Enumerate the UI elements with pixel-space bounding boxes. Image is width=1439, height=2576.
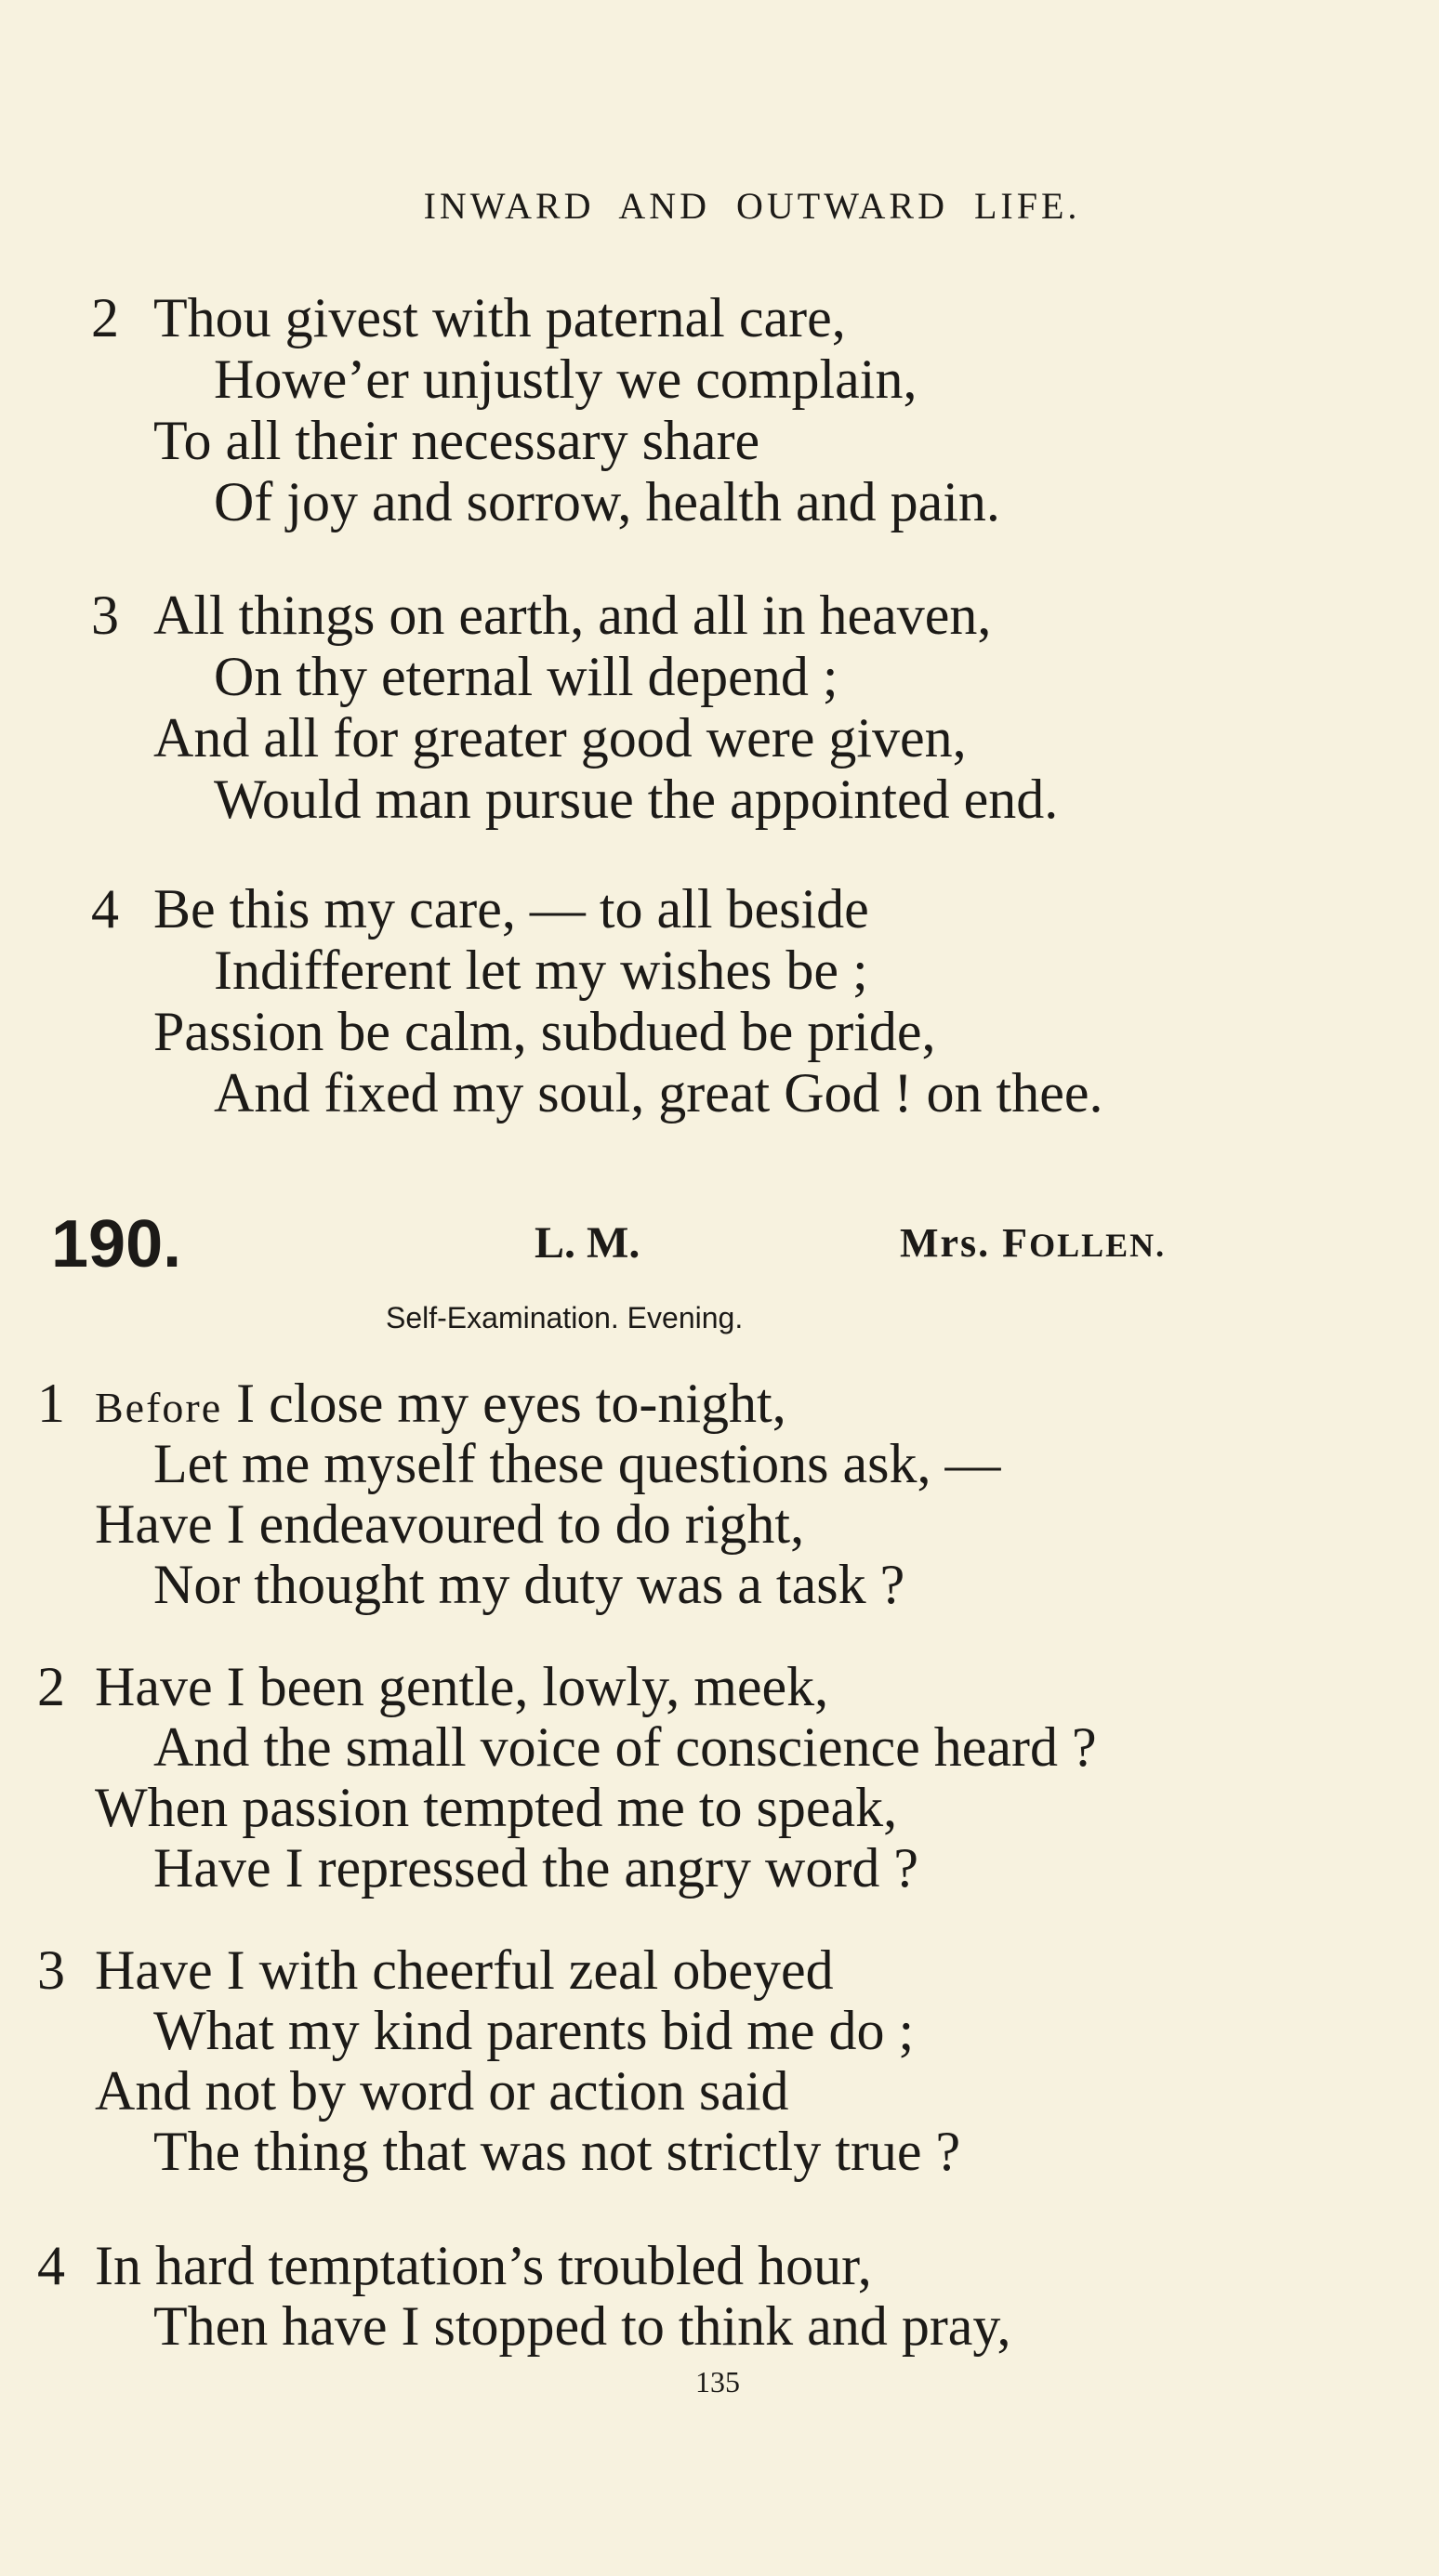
- verse-line: Have I repressed the angry word ?: [153, 1837, 918, 1899]
- verse-number: 2: [37, 1656, 65, 1717]
- verse-line: Have I endeavoured to do right,: [95, 1493, 805, 1555]
- verse-number: 3: [91, 585, 119, 646]
- author-name-start: Mrs. F: [900, 1220, 1030, 1266]
- verse-line: Let me myself these questions ask, —: [153, 1433, 1001, 1494]
- verse-line: On thy eternal will depend ;: [214, 646, 838, 707]
- verse-line: Howe’er unjustly we complain,: [214, 348, 918, 410]
- first-word: Before: [95, 1384, 223, 1431]
- verse-line: Of joy and sorrow, health and pain.: [214, 471, 1000, 532]
- verse-line: When passion tempted me to speak,: [95, 1777, 898, 1838]
- verse-line: Have I been gentle, lowly, meek,: [95, 1656, 829, 1717]
- verse-line: And not by word or action said: [95, 2060, 789, 2122]
- first-line-rest: I close my eyes to-night,: [222, 1373, 786, 1434]
- hymn-title: Self-Examination. Evening.: [386, 1301, 744, 1334]
- verse-number: 4: [91, 878, 119, 940]
- verse-line: In hard temptation’s troubled hour,: [95, 2235, 872, 2296]
- verse-line: The thing that was not strictly true ?: [153, 2121, 961, 2182]
- hymn-number: 190.: [51, 1207, 182, 1281]
- verse-line: [95, 1373, 786, 1434]
- verse-line: Thou givest with paternal care,: [153, 287, 846, 348]
- verse-number: 2: [91, 287, 119, 348]
- verse-line: All things on earth, and all in heaven,: [153, 585, 992, 646]
- running-header: INWARD AND OUTWARD LIFE.: [423, 185, 1081, 227]
- verse-line: And the small voice of conscience heard ?: [153, 1716, 1097, 1778]
- verse-line: Nor thought my duty was a task ?: [153, 1554, 905, 1615]
- verse-number: 4: [37, 2235, 65, 2296]
- verse-line: Passion be calm, subdued be pride,: [153, 1001, 936, 1062]
- verse-line: Then have I stopped to think and pray,: [153, 2295, 1011, 2357]
- verse-line: Be this my care, — to all beside: [153, 878, 869, 940]
- verse-line: What my kind parents bid me do ;: [153, 2000, 915, 2061]
- verse-line: Would man pursue the appointed end.: [214, 769, 1059, 830]
- hymn-author: [900, 1219, 1166, 1267]
- verse-line: And fixed my soul, great God ! on thee.: [214, 1062, 1103, 1124]
- author-name-rest: OLLEN.: [1029, 1227, 1167, 1264]
- verse-line: Have I with cheerful zeal obeyed: [95, 1939, 834, 2001]
- hymn-meter: L. M.: [535, 1218, 640, 1268]
- verse-line: To all their necessary share: [153, 410, 760, 471]
- verse-number: 1: [37, 1373, 65, 1434]
- page-number: 135: [695, 2365, 740, 2399]
- verse-number: 3: [37, 1939, 65, 2001]
- verse-line: And all for greater good were given,: [153, 707, 967, 769]
- verse-line: Indifferent let my wishes be ;: [214, 940, 868, 1001]
